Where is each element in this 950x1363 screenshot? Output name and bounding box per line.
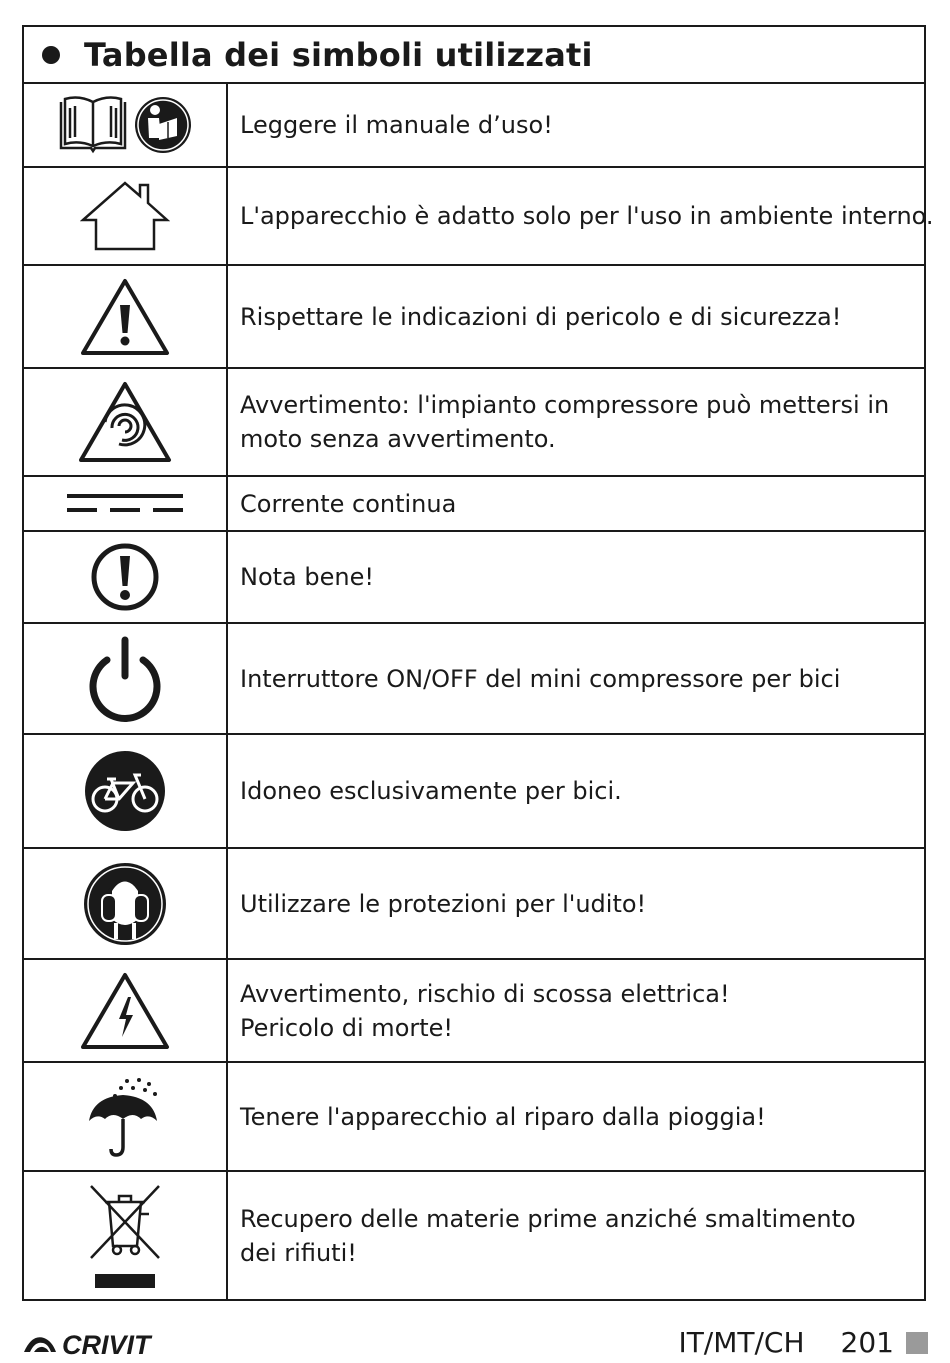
row-text: Nota bene! [240,563,374,591]
row-text: Rispettare le indicazioni di pericolo e di sicurezza! [240,302,842,331]
table-row [24,624,924,735]
country-codes: IT/MT/CH [678,1326,805,1359]
electric-shock-warning-icon [79,971,171,1051]
row-text: Utilizzare le protezioni per l'udito! [240,889,647,918]
row-text: Leggere il manuale d’uso! [240,111,553,139]
table-row [24,266,924,369]
direct-current-icon [65,492,185,516]
table-row [24,960,924,1063]
bicycle-icon [83,749,167,833]
table-row [24,735,924,849]
table-row [24,369,924,477]
row-text: Idoneo esclusivamente per bici. [240,777,622,805]
bullet-icon [42,46,60,64]
row-text: Avvertimento, rischio di scossa elettrica! [240,979,730,1008]
page-title: Tabella dei simboli utilizzati [84,35,593,74]
row-text: Interruttore ON/OFF del mini compressore per bici [240,664,841,693]
table-row [24,84,924,168]
row-text: Corrente continua [240,489,457,518]
rotating-parts-warning-icon [77,380,173,464]
table-row [24,1063,924,1172]
table-row [24,477,924,532]
house-icon [80,180,170,252]
table-row [24,1172,924,1299]
row-text: moto senza avvertimento. [240,425,556,453]
table-header [24,27,924,84]
umbrella-rain-icon [85,1075,165,1159]
row-text: L'apparecchio è adatto solo per l'uso in ambiente interno. [240,202,934,230]
crossed-bin-icon [87,1182,163,1290]
brand-name: CRIVIT [62,1330,151,1358]
symbols-table [22,25,934,1301]
table-row [24,532,924,624]
row-text: Recupero delle materie prime anziché smaltimento [240,1204,856,1233]
page-marker-square [906,1332,928,1354]
table-row [24,849,924,960]
page-footer [678,1326,928,1359]
ear-protection-icon [82,861,168,947]
page-number: 201 [840,1326,894,1359]
row-text: Pericolo di morte! [240,1013,454,1042]
row-text: dei rifiuti! [240,1238,357,1267]
warning-triangle-icon [79,277,171,357]
exclamation-circle-icon [90,542,160,612]
brand-logo [22,1328,164,1362]
power-icon [83,634,167,724]
manual-icons [55,94,195,156]
row-text: Tenere l'apparecchio al riparo dalla pioggia! [240,1102,766,1131]
row-text: Avvertimento: l'impianto compressore può mettersi in [240,391,890,419]
table-row [24,168,934,266]
